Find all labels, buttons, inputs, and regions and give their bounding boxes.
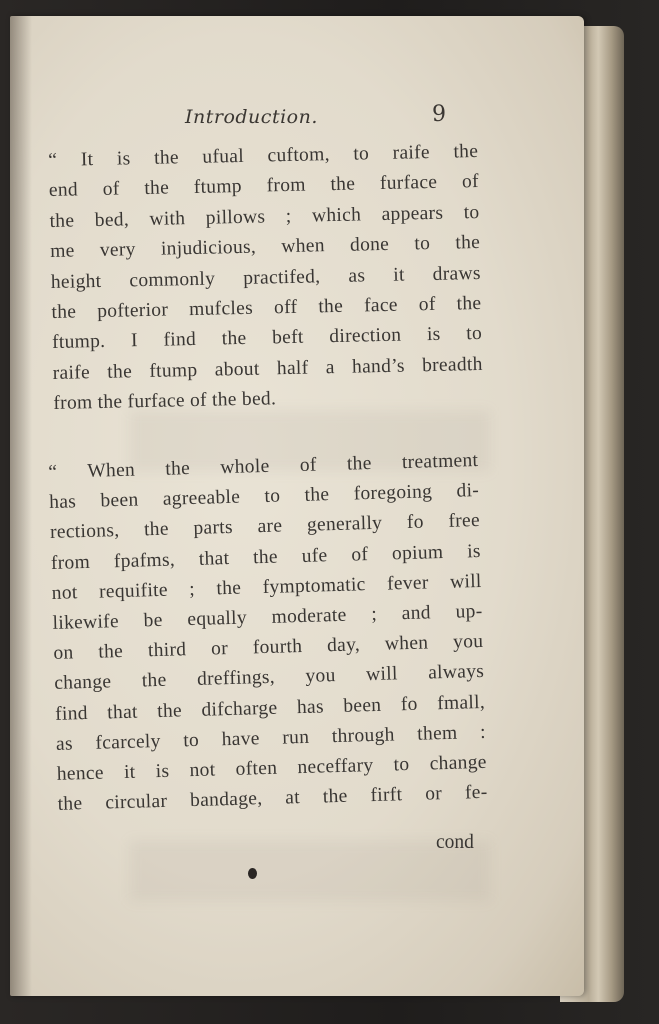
text-line: hence it is not often neceffary to change [56,751,487,785]
text-line: end of the ftump from the furface of [48,171,480,202]
text-line: raife the ftump about half a hand’s breadth [52,353,483,384]
text-line: likewife be equally moderate ; and up- [52,600,483,634]
text-line: not requifite ; the fymptomatic fever will [51,570,482,604]
text-line: the bed, with pillows ; which appears to [49,201,480,232]
text-line: find that the difcharge has been fo fmall, [54,691,486,725]
text-line: change the dreffings, you will always [54,661,485,695]
text-line: on the third or fourth day, when you [53,631,484,665]
text-line: “ When the whole of the treatment [48,449,479,483]
text-line: “ It is the ufual cuftom, to raife the [48,140,479,171]
text-line: as fcarcely to have run through them : [55,721,487,755]
text-line: ftump. I find the beft direction is to [51,323,483,354]
text-line: rections, the parts are generally fo free [49,510,481,544]
running-head [175,96,475,136]
text-line: the pofterior mufcles off the face of the [51,292,482,323]
ink-dot [248,868,257,879]
text-line: the circular bandage, at the firft or fe- [57,781,488,815]
book-page [10,16,584,996]
gutter-shadow [10,16,32,996]
text-line: height commonly practifed, as it draws [50,262,481,293]
text-line: from the furface of the bed. [53,388,277,415]
running-title: Introduction. [185,106,318,128]
paragraph-2 [48,446,488,820]
page-number: 9 [432,102,446,127]
catchword: cond [436,832,474,853]
text-line: from fpafms, that the ufe of opium is [50,540,482,574]
text-line: has been agreeable to the foregoing di- [48,480,480,514]
paragraph-1 [48,137,484,419]
text-line: me very injudicious, when done to the [49,232,481,263]
